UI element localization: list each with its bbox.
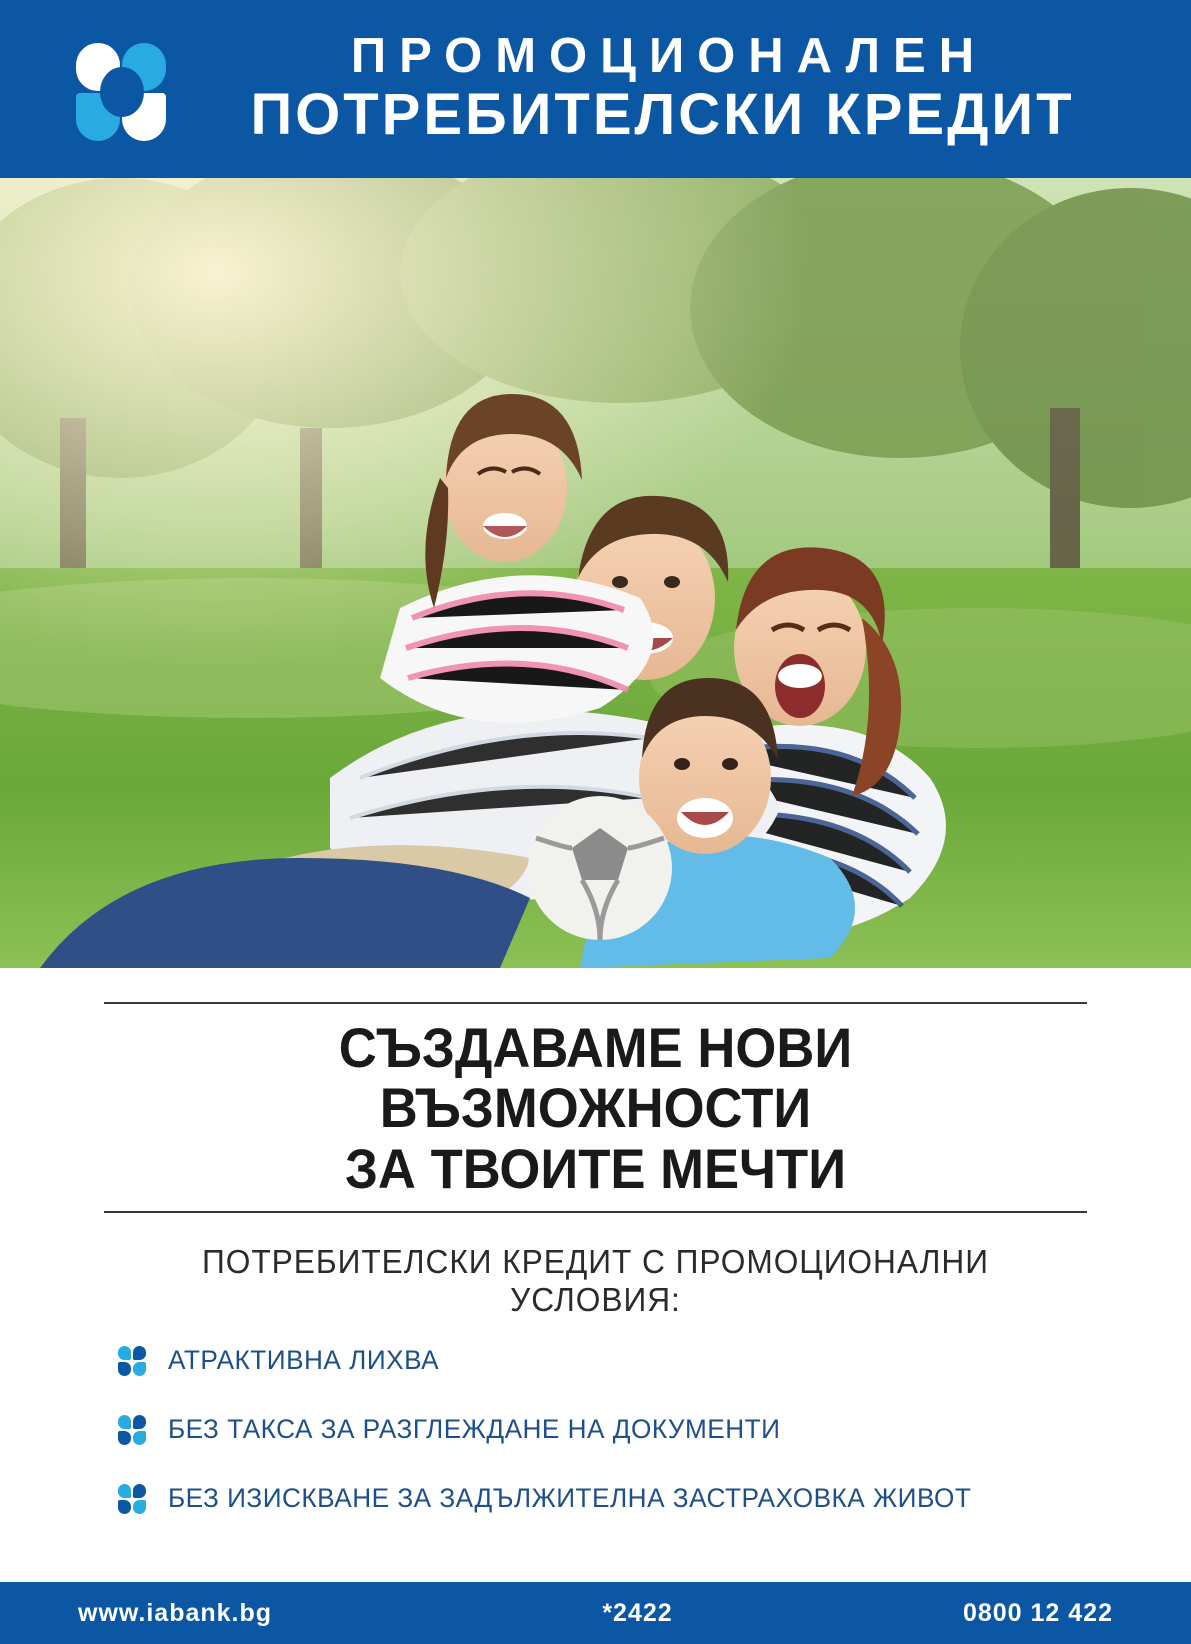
offer-section	[0, 968, 1191, 1582]
list-item	[118, 1483, 1087, 1514]
list-item	[118, 1414, 1087, 1445]
benefit-label: БЕЗ ИЗИСКВАНЕ ЗА ЗАДЪЛЖИТЕЛНА ЗАСТРАХОВКА ЖИВОТ	[168, 1483, 972, 1514]
ia-bank-bullet-icon	[118, 1346, 148, 1376]
benefit-label: АТРАКТИВНА ЛИХВА	[168, 1345, 440, 1376]
page-title	[133, 1004, 1057, 1211]
list-item	[118, 1345, 1087, 1376]
header-titles	[162, 28, 1163, 148]
poster-footer	[0, 1582, 1191, 1644]
ia-bank-logo-icon	[70, 39, 174, 143]
ia-bank-bullet-icon	[118, 1484, 148, 1514]
football	[528, 796, 672, 940]
ia-bank-bullet-icon	[118, 1415, 148, 1445]
footer-phone[interactable]: 0800 12 422	[962, 1598, 1113, 1627]
headline-line-2: ЗА ТВОИТЕ МЕЧТИ	[344, 1136, 847, 1200]
subheadline: ПОТРЕБИТЕЛСКИ КРЕДИТ С ПРОМОЦИОНАЛНИ УСЛОВИЯ:	[202, 1243, 989, 1319]
family-photo-illustration	[0, 178, 1191, 968]
header-title-line2: ПОТРЕБИТЕЛСКИ КРЕДИТ	[250, 82, 1075, 148]
header-title-line1: ПРОМОЦИОНАЛЕН	[350, 28, 988, 83]
poster-header	[0, 0, 1191, 178]
family-photo	[0, 178, 1191, 968]
benefits-list	[104, 1345, 1087, 1514]
benefit-label: БЕЗ ТАКСА ЗА РАЗГЛЕЖДАНЕ НА ДОКУМЕНТИ	[168, 1414, 781, 1445]
footer-website[interactable]: www.iabank.bg	[78, 1598, 273, 1627]
headline-line-1: СЪЗДАВАМЕ НОВИ ВЪЗМОЖНОСТИ	[338, 1016, 853, 1140]
footer-short-number[interactable]: *2422	[602, 1598, 673, 1627]
